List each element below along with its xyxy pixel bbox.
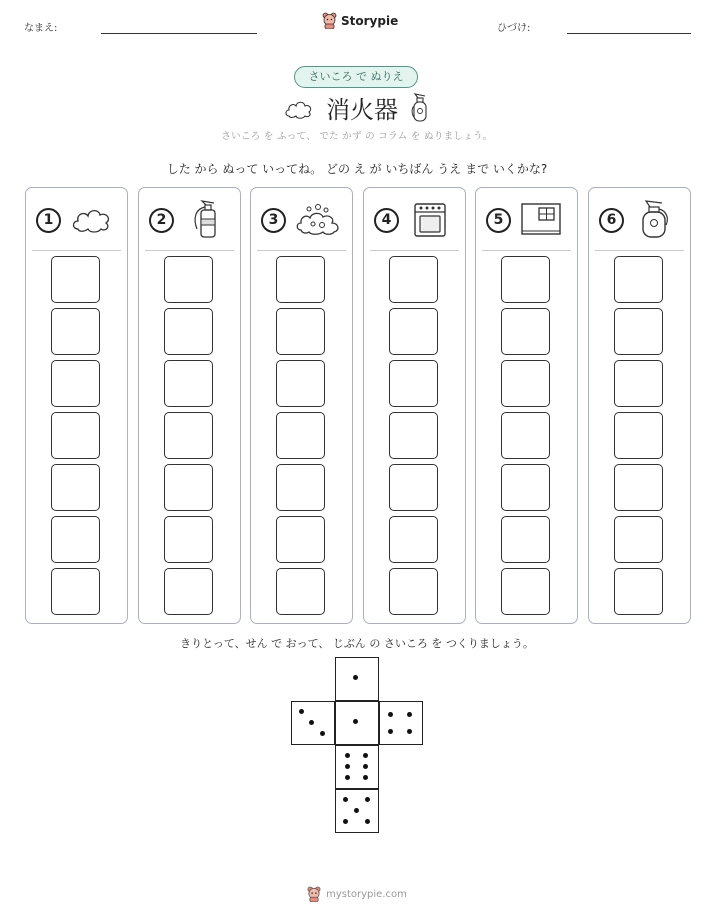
column-divider [257,250,346,251]
stove-icon [412,202,448,238]
fire-extinguisher-icon [185,199,225,239]
title-pill: さいころ で ぬりえ [294,66,418,88]
color-box[interactable] [51,308,100,355]
color-box[interactable] [164,360,213,407]
bear-icon [322,12,337,29]
column-number: 2 [149,208,174,233]
footer [0,886,714,902]
color-box[interactable] [614,516,663,563]
smoke-icon [284,96,314,120]
column-divider [32,250,121,251]
color-box[interactable] [276,256,325,303]
color-box[interactable] [389,308,438,355]
foam-icon [295,202,343,238]
die-face-1b [335,701,379,745]
color-box[interactable] [276,568,325,615]
color-box[interactable] [614,308,663,355]
color-box[interactable] [276,464,325,511]
column-number: 5 [486,208,511,233]
color-box[interactable] [164,568,213,615]
color-box[interactable] [501,412,550,459]
smoke-icon [70,202,114,238]
color-box[interactable] [51,360,100,407]
color-box[interactable] [501,360,550,407]
column-3 [250,187,353,624]
die-face-3 [291,701,335,745]
color-box[interactable] [501,516,550,563]
color-box[interactable] [51,464,100,511]
footer-link[interactable]: mystorypie.com [326,888,407,900]
color-box[interactable] [164,256,213,303]
column-5 [475,187,578,624]
color-box[interactable] [276,308,325,355]
color-box[interactable] [501,256,550,303]
color-box[interactable] [389,360,438,407]
column-6 [588,187,691,624]
instruction-bottom: きりとって、せん で おって、 じぶん の さいころ を つくりましょう。 [180,637,534,650]
color-box[interactable] [51,568,100,615]
subtitle: さいころ を ふって、 でた かず の コラム を ぬりましょう。 [221,131,493,142]
column-2 [138,187,241,624]
color-box[interactable] [276,412,325,459]
title-row [0,90,714,125]
color-box[interactable] [164,516,213,563]
color-box[interactable] [51,516,100,563]
color-box[interactable] [164,308,213,355]
color-box[interactable] [389,516,438,563]
color-box[interactable] [389,256,438,303]
color-box[interactable] [614,360,663,407]
color-box[interactable] [501,464,550,511]
color-box[interactable] [51,412,100,459]
color-box[interactable] [389,412,438,459]
column-4 [363,187,466,624]
column-number: 3 [261,208,286,233]
color-box[interactable] [164,464,213,511]
color-box[interactable] [389,568,438,615]
column-divider [145,250,234,251]
column-number: 6 [599,208,624,233]
color-box[interactable] [276,360,325,407]
die-face-6 [335,745,379,789]
die-face-4 [379,701,423,745]
column-divider [482,250,571,251]
instruction-top: した から ぬって いってね。 どの え が いちばん うえ まで いくかな? [166,162,548,176]
extinguisher-tank-icon [637,199,671,239]
color-box[interactable] [389,464,438,511]
bear-icon [307,886,321,902]
color-box[interactable] [51,256,100,303]
color-box[interactable] [164,412,213,459]
date-label: ひづけ: [497,23,531,34]
column-divider [370,250,459,251]
column-number: 4 [374,208,399,233]
window-icon [520,202,562,238]
color-box[interactable] [276,516,325,563]
color-box[interactable] [614,464,663,511]
die-face-1 [335,657,379,701]
color-box[interactable] [614,412,663,459]
column-number: 1 [36,208,61,233]
brand-name: Storypie [341,13,399,28]
page-title: 消火器 [326,96,398,124]
brand-logo [322,12,398,29]
column-1 [25,187,128,624]
date-line [567,33,691,34]
color-box[interactable] [614,568,663,615]
color-box[interactable] [614,256,663,303]
die-face-5 [335,789,379,833]
name-label: なまえ: [24,23,58,34]
name-line [101,33,257,34]
fire-extinguisher-icon [410,93,430,123]
column-divider [595,250,684,251]
color-box[interactable] [501,568,550,615]
color-box[interactable] [501,308,550,355]
